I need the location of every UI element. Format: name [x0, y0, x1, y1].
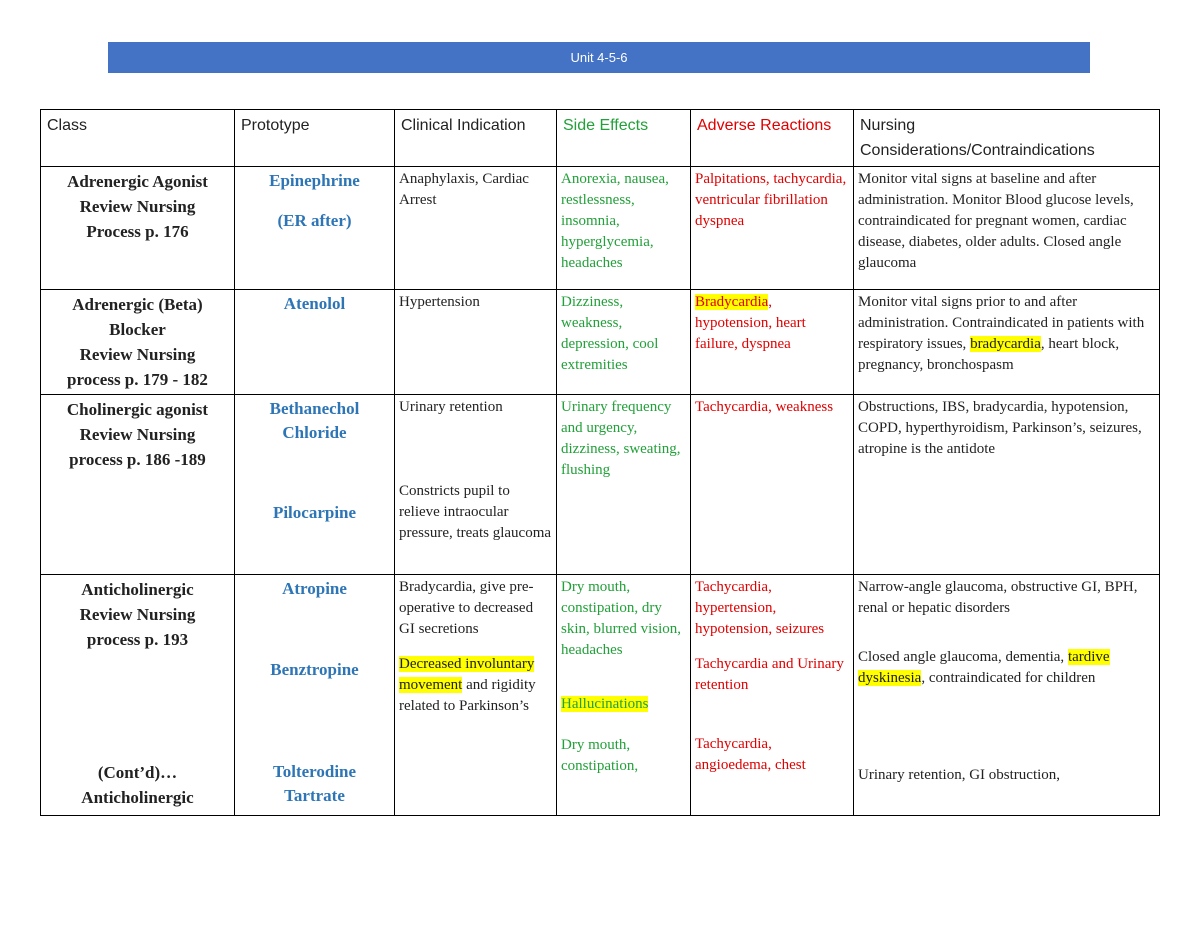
header-class: Class	[41, 110, 235, 167]
prototype-cell: Epinephrine (ER after)	[235, 167, 395, 290]
nursing-cell: Narrow-angle glaucoma, obstructive GI, BPH, renal or hepatic disorders Closed angle glaucoma, dementia, tardive dyskinesia, contraindicated for children Urinary retention, GI obstruction,	[854, 575, 1160, 816]
nursing-cell: Monitor vital signs at baseline and after administration. Monitor Blood glucose levels, contraindicated for pregnant women, cardiac disease, diabetes, older adults. Closed angle glaucoma	[854, 167, 1160, 290]
adverse-cell: Palpitations, tachycardia, ventricular fibrillation dyspnea	[691, 167, 854, 290]
highlight: Decreased involuntary movement	[399, 656, 535, 693]
side-effects-cell: Urinary frequency and urgency, dizziness, sweating, flushing	[557, 395, 691, 575]
drug-table	[40, 109, 1160, 816]
header-nursing: Nursing Considerations/Contraindications	[854, 110, 1160, 167]
header-indication: Clinical Indication	[395, 110, 557, 167]
class-cell: Anticholinergic Review Nursing process p. 193 (Cont’d)… Anticholinergic	[41, 575, 235, 816]
header-side-effects: Side Effects	[557, 110, 691, 167]
adverse-cell: Tachycardia, hypertension, hypotension, seizures Tachycardia and Urinary retention Tachycardia, angioedema, chest	[691, 575, 854, 816]
adverse-cell: Tachycardia, weakness	[691, 395, 854, 575]
class-cell: Cholinergic agonist Review Nursing process p. 186 -189	[41, 395, 235, 575]
table-row	[41, 167, 1160, 290]
table-row	[41, 395, 1160, 575]
indication-cell: Anaphylaxis, Cardiac Arrest	[395, 167, 557, 290]
class-cell: Adrenergic (Beta) Blocker Review Nursing process p. 179 - 182	[41, 290, 235, 395]
highlight: tardive dyskinesia	[858, 649, 1110, 686]
nursing-cell: Monitor vital signs prior to and after administration. Contraindicated in patients with respiratory issues, bradycardia, heart block, pregnancy, bronchospasm	[854, 290, 1160, 395]
class-cell: Adrenergic Agonist Review Nursing Process p. 176	[41, 167, 235, 290]
indication-cell: Urinary retention Constricts pupil to relieve intraocular pressure, treats glaucoma	[395, 395, 557, 575]
header-prototype: Prototype	[235, 110, 395, 167]
highlight: bradycardia	[970, 336, 1041, 352]
highlight: Bradycardia	[695, 294, 769, 310]
prototype-cell: Atenolol	[235, 290, 395, 395]
page-header-banner: Unit 4-5-6	[108, 42, 1090, 73]
indication-cell: Bradycardia, give pre-operative to decreased GI secretions Decreased involuntary movement and rigidity related to Parkinson’s	[395, 575, 557, 816]
side-effects-cell: Dry mouth, constipation, dry skin, blurred vision, headaches Hallucinations Dry mouth, constipation,	[557, 575, 691, 816]
indication-cell: Hypertension	[395, 290, 557, 395]
nursing-cell: Obstructions, IBS, bradycardia, hypotension, COPD, hyperthyroidism, Parkinson’s, seizures, atropine is the antidote	[854, 395, 1160, 575]
side-effects-cell: Dizziness, weakness, depression, cool extremities	[557, 290, 691, 395]
prototype-cell: Bethanechol Chloride Pilocarpine	[235, 395, 395, 575]
table-row	[41, 290, 1160, 395]
side-effects-cell: Anorexia, nausea, restlessness, insomnia, hyperglycemia, headaches	[557, 167, 691, 290]
table-header-row	[41, 110, 1160, 167]
highlight: Hallucinations	[561, 696, 649, 712]
prototype-cell: Atropine Benztropine Tolterodine Tartrate	[235, 575, 395, 816]
table-row	[41, 575, 1160, 816]
header-adverse: Adverse Reactions	[691, 110, 854, 167]
adverse-cell: Bradycardia, hypotension, heart failure, dyspnea	[691, 290, 854, 395]
